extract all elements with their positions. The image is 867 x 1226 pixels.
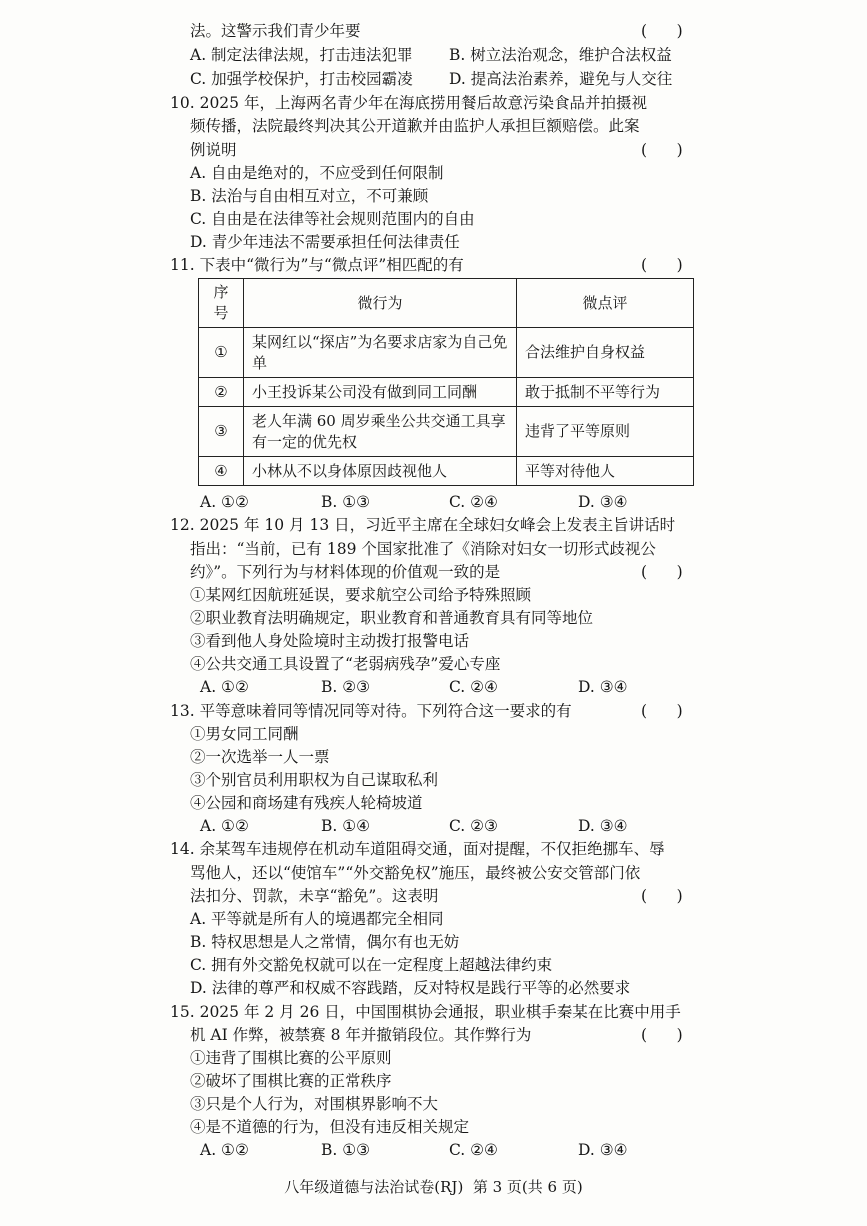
q9-option-c: C. 加强学校保护，打击校园霸凌 — [190, 70, 413, 88]
q12-stem-line2: 指出：“当前，已有 189 个国家批准了《消除对妇女一切形式歧视公 — [190, 540, 656, 558]
q12-stem-line3: 约》”。下列行为与材料体现的价值观一致的是 — [190, 563, 501, 581]
table-row — [199, 406, 694, 456]
table-header-cell: 序号 — [199, 279, 244, 328]
q10-answer-paren: ( ) — [641, 141, 683, 159]
q13-option-b: B. ①④ — [321, 817, 371, 835]
table-cell-comment: 敢于抵制不平等行为 — [517, 378, 694, 407]
q15-answer-paren: ( ) — [641, 1026, 683, 1044]
table-cell-comment: 平等对待他人 — [517, 457, 694, 486]
q15-statement-3: ③只是个人行为，对围棋界影响不大 — [190, 1095, 439, 1113]
q14-option-d: D. 法律的尊严和权威不容践踏，反对特权是践行平等的必然要求 — [190, 979, 631, 997]
q10-stem-line2: 频传播，法院最终判决其公开道歉并由监护人承担巨额赔偿。此案 — [190, 117, 640, 135]
q13-stem-line1: 13. 平等意味着同等情况同等对待。下列符合这一要求的有 — [170, 702, 572, 720]
q10-option-d: D. 青少年违法不需要承担任何法律责任 — [190, 233, 460, 251]
table-cell-index: ① — [199, 328, 244, 378]
table-header-row — [199, 279, 694, 328]
q10-option-c: C. 自由是在法律等社会规则范围内的自由 — [190, 210, 475, 228]
table-header-cell: 微行为 — [244, 279, 517, 328]
q15-option-d: D. ③④ — [578, 1141, 628, 1159]
q10-option-a: A. 自由是绝对的，不应受到任何限制 — [190, 164, 444, 182]
q15-option-a: A. ①② — [200, 1141, 249, 1159]
q13-statement-3: ③个别官员利用职权为自己谋取私利 — [190, 771, 439, 789]
q15-stem-line2: 机 AI 作弊，被禁赛 8 年并撤销段位。其作弊行为 — [190, 1026, 532, 1044]
q10-stem-line3: 例说明 — [190, 141, 237, 159]
q15-statement-1: ①违背了围棋比赛的公平原则 — [190, 1049, 392, 1067]
table-row — [199, 457, 694, 486]
page-footer: 八年级道德与法治试卷(RJ) 第 3 页(共 6 页) — [284, 1178, 583, 1196]
q11-stem-line1: 11. 下表中“微行为”与“微点评”相匹配的有 — [170, 256, 464, 274]
q13-statement-4: ④公园和商场建有残疾人轮椅坡道 — [190, 794, 423, 812]
q15-statement-4: ④是不道德的行为，但没有违反相关规定 — [190, 1118, 470, 1136]
q14-option-b: B. 特权思想是人之常情，偶尔有也无妨 — [190, 933, 460, 951]
q15-stem-line1: 15. 2025 年 2 月 26 日，中国围棋协会通报，职业棋手秦某在比赛中用手 — [170, 1003, 681, 1021]
q11-answer-paren: ( ) — [641, 256, 683, 274]
q12-option-a: A. ①② — [200, 678, 249, 696]
q9-answer-paren: ( ) — [641, 22, 683, 40]
q14-stem-line3: 法扣分、罚款，未享“豁免”。这表明 — [190, 887, 439, 905]
table-row — [199, 378, 694, 407]
q13-answer-paren: ( ) — [641, 702, 683, 720]
q12-statement-3: ③看到他人身处险境时主动拨打报警电话 — [190, 632, 470, 650]
q13-option-d: D. ③④ — [578, 817, 628, 835]
q9-option-a: A. 制定法律法规，打击违法犯罪 — [190, 46, 413, 64]
q13-option-c: C. ②③ — [449, 817, 498, 835]
table-row — [199, 328, 694, 378]
table-cell-index: ② — [199, 378, 244, 407]
q9-stem-tail: 法。这警示我们青少年要 — [190, 22, 361, 40]
table-cell-behavior: 某网红以“探店”为名要求店家为自己免单 — [244, 328, 517, 378]
table-cell-index: ③ — [199, 406, 244, 456]
q11-option-a: A. ①② — [200, 493, 249, 511]
table-cell-index: ④ — [199, 457, 244, 486]
q12-option-b: B. ②③ — [321, 678, 371, 696]
q12-statement-4: ④公共交通工具设置了“老弱病残孕”爱心专座 — [190, 655, 501, 673]
q12-option-d: D. ③④ — [578, 678, 628, 696]
q14-answer-paren: ( ) — [641, 887, 683, 905]
q12-option-c: C. ②④ — [449, 678, 498, 696]
q10-stem-line1: 10. 2025 年，上海两名青少年在海底捞用餐后故意污染食品并拍摄视 — [170, 94, 647, 112]
q12-statement-2: ②职业教育法明确规定，职业教育和普通教育具有同等地位 — [190, 609, 594, 627]
q14-stem-line1: 14. 余某驾车违规停在机动车道阻碍交通，面对提醒，不仅拒绝挪车、辱 — [170, 840, 665, 858]
q14-option-a: A. 平等就是所有人的境遇都完全相同 — [190, 910, 444, 928]
q12-answer-paren: ( ) — [641, 563, 683, 581]
q11-option-c: C. ②④ — [449, 493, 498, 511]
q14-option-c: C. 拥有外交豁免权就可以在一定程度上超越法律约束 — [190, 956, 553, 974]
q9-option-b: B. 树立法治观念，维护合法权益 — [449, 46, 672, 64]
table-cell-behavior: 老人年满 60 周岁乘坐公共交通工具享有一定的优先权 — [244, 406, 517, 456]
table-cell-behavior: 小王投诉某公司没有做到同工同酬 — [244, 378, 517, 407]
q9-option-d: D. 提高法治素养，避免与人交往 — [449, 70, 673, 88]
table-header-cell: 微点评 — [517, 279, 694, 328]
q15-option-c: C. ②④ — [449, 1141, 498, 1159]
q12-statement-1: ①某网红因航班延误，要求航空公司给予特殊照顾 — [190, 586, 532, 604]
q10-option-b: B. 法治与自由相互对立，不可兼顾 — [190, 187, 429, 205]
q15-option-b: B. ①③ — [321, 1141, 371, 1159]
q13-option-a: A. ①② — [200, 817, 249, 835]
q12-stem-line1: 12. 2025 年 10 月 13 日，习近平主席在全球妇女峰会上发表主旨讲话时 — [170, 516, 676, 534]
q11-option-d: D. ③④ — [578, 493, 628, 511]
q15-statement-2: ②破坏了围棋比赛的正常秩序 — [190, 1072, 392, 1090]
q14-stem-line2: 骂他人，还以“使馆车”“外交豁免权”施压，最终被公安交管部门依 — [190, 864, 641, 882]
table-cell-comment: 违背了平等原则 — [517, 406, 694, 456]
table-cell-behavior: 小林从不以身体原因歧视他人 — [244, 457, 517, 486]
q13-statement-1: ①男女同工同酬 — [190, 725, 299, 743]
q11-table — [198, 278, 694, 486]
table-cell-comment: 合法维护自身权益 — [517, 328, 694, 378]
q13-statement-2: ②一次选举一人一票 — [190, 748, 330, 766]
q11-option-b: B. ①③ — [321, 493, 371, 511]
